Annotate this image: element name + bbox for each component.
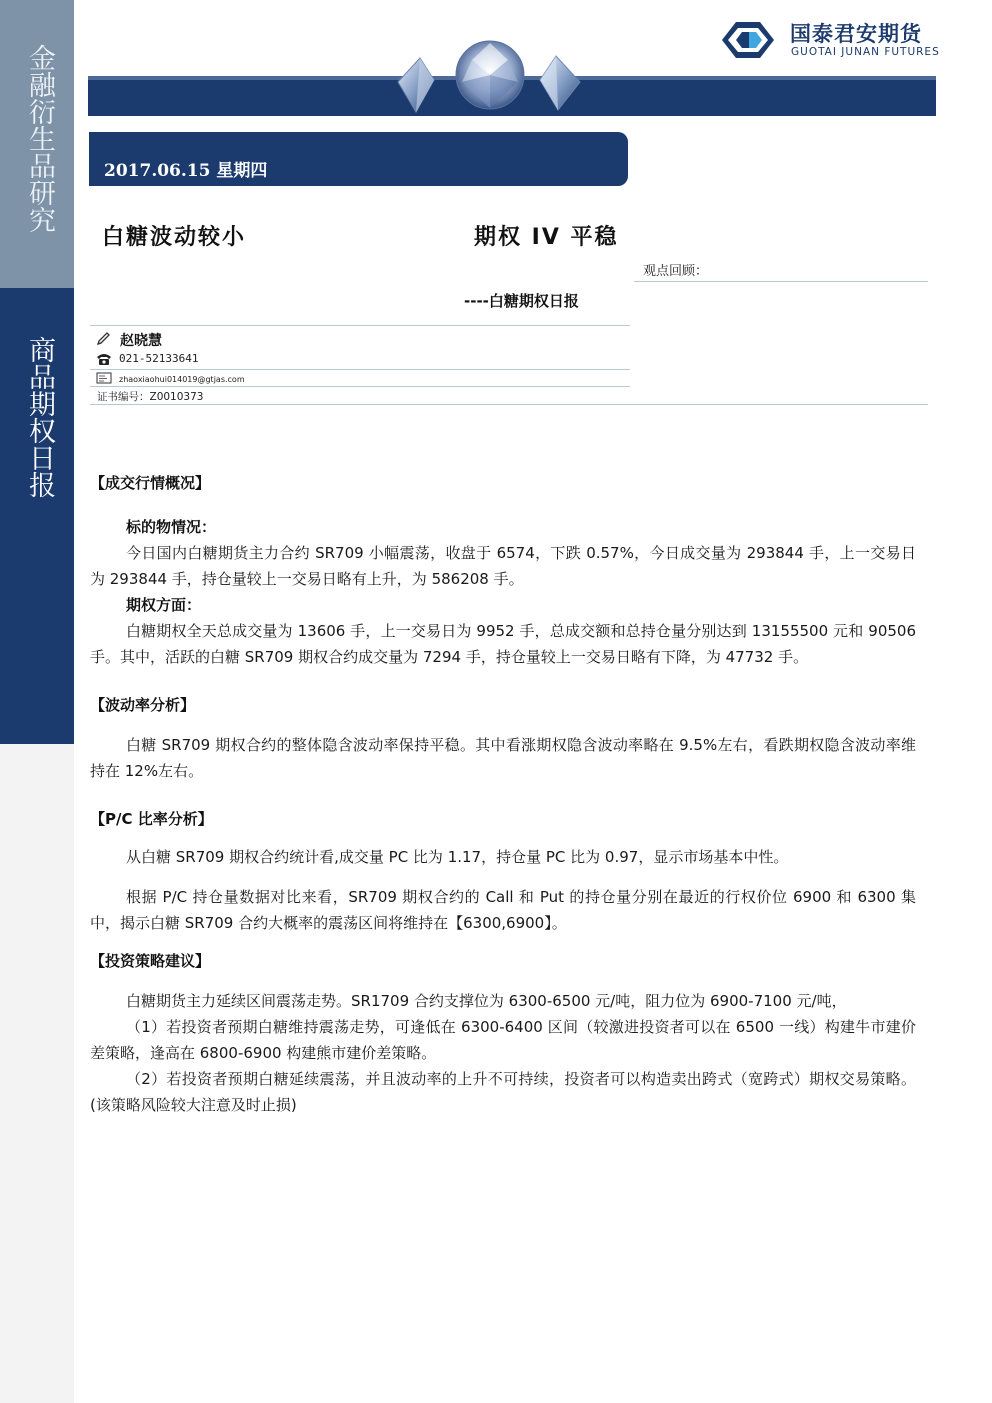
report-title-left: 白糖波动较小 <box>102 225 247 250</box>
paragraph-strategy: 白糖期货主力延续区间震荡走势。SR1709 合约支撑位为 6300-6500 元/吨，阻力位为 6900-7100 元/吨， <box>126 992 847 1010</box>
pen-icon <box>96 332 112 346</box>
section-heading-volatility: 【波动率分析】 <box>90 696 196 714</box>
sidebar-label-research: 金融衍生品研究 <box>24 44 55 233</box>
author-mid-divider <box>90 369 630 370</box>
diamond-gems-icon <box>390 30 590 120</box>
report-title-right: 期权 IV 平稳 <box>474 225 619 250</box>
section-heading-market: 【成交行情概况】 <box>90 474 211 492</box>
paragraph-pc-ratio-2: 根据 P/C 持仓量数据对比来看，SR709 期权合约的 Call 和 Put 的持仓量分别在最近的行权价位 6900 和 6300 集中，揭示白糖 SR709 合约大概率的震荡区间将维持在【6300,6900】。 <box>90 888 916 932</box>
report-body <box>90 470 916 1118</box>
report-subtitle: ----白糖期权日报 <box>464 292 579 310</box>
sidebar-middle-panel <box>0 288 74 744</box>
author-certificate: 证书编号：Z0010373 <box>97 391 204 403</box>
sidebar-top-panel <box>0 0 74 288</box>
subheading-underlying: 标的物情况： <box>126 518 217 536</box>
author-bottom-divider <box>90 404 928 405</box>
author-top-divider <box>90 325 630 326</box>
section-heading-strategy: 【投资策略建议】 <box>90 952 211 970</box>
subheading-options: 期权方面： <box>126 596 202 614</box>
email-icon <box>96 372 112 384</box>
paragraph-volatility: 白糖 SR709 期权合约的整体隐含波动率保持平稳。其中看涨期权隐含波动率略在 9.5%左右，看跌期权隐含波动率维持在 12%左右。 <box>90 736 916 780</box>
author-name: 赵晓慧 <box>120 333 162 349</box>
section-heading-pc-ratio: 【P/C 比率分析】 <box>90 810 213 828</box>
company-name-cn: 国泰君安期货 <box>790 22 922 46</box>
author-phone: 021-52133641 <box>119 352 199 365</box>
report-date: 2017.06.15 星期四 <box>104 161 268 181</box>
company-name-en: GUOTAI JUNAN FUTURES <box>791 46 940 58</box>
paragraph-options: 白糖期权全天总成交量为 13606 手，上一交易日为 9952 手，总成交额和总持仓量分别达到 13155500 元和 90506 手。其中，活跃的白糖 SR709 期权合约成交量为 7294 手，持仓量较上一交易日略有下降，为 47732 手。 <box>90 622 916 666</box>
strategy-item-2: （2）若投资者预期白糖延续震荡，并且波动率的上升不可持续，投资者可以构造卖出跨式（宽跨式）期权交易策略。(该策略风险较大注意及时止损) <box>90 1070 916 1114</box>
author-email-divider <box>90 386 630 387</box>
view-divider <box>634 281 928 282</box>
guotai-junan-logo-icon <box>716 20 780 60</box>
author-email[interactable]: zhaoxiaohui014019@gtjas.com <box>119 375 245 384</box>
strategy-item-1: （1）若投资者预期白糖维持震荡走势，可逢低在 6300-6400 区间（较激进投资者可以在 6500 一线）构建牛市建价差策略，逢高在 6800-6900 构建熊市建价差策略。 <box>90 1018 916 1062</box>
view-review-label: 观点回顾： <box>643 264 709 279</box>
sidebar-label-report-type: 商品期权日报 <box>24 336 55 498</box>
paragraph-underlying: 今日国内白糖期货主力合约 SR709 小幅震荡，收盘于 6574，下跌 0.57%，今日成交量为 293844 手，上一交易日为 293844 手，持仓量较上一交易日略有上升，为 586208 手。 <box>90 544 916 588</box>
paragraph-pc-ratio-1: 从白糖 SR709 期权合约统计看,成交量 PC 比为 1.17，持仓量 PC 比为 0.97，显示市场基本中性。 <box>126 848 789 866</box>
phone-icon <box>96 352 112 366</box>
